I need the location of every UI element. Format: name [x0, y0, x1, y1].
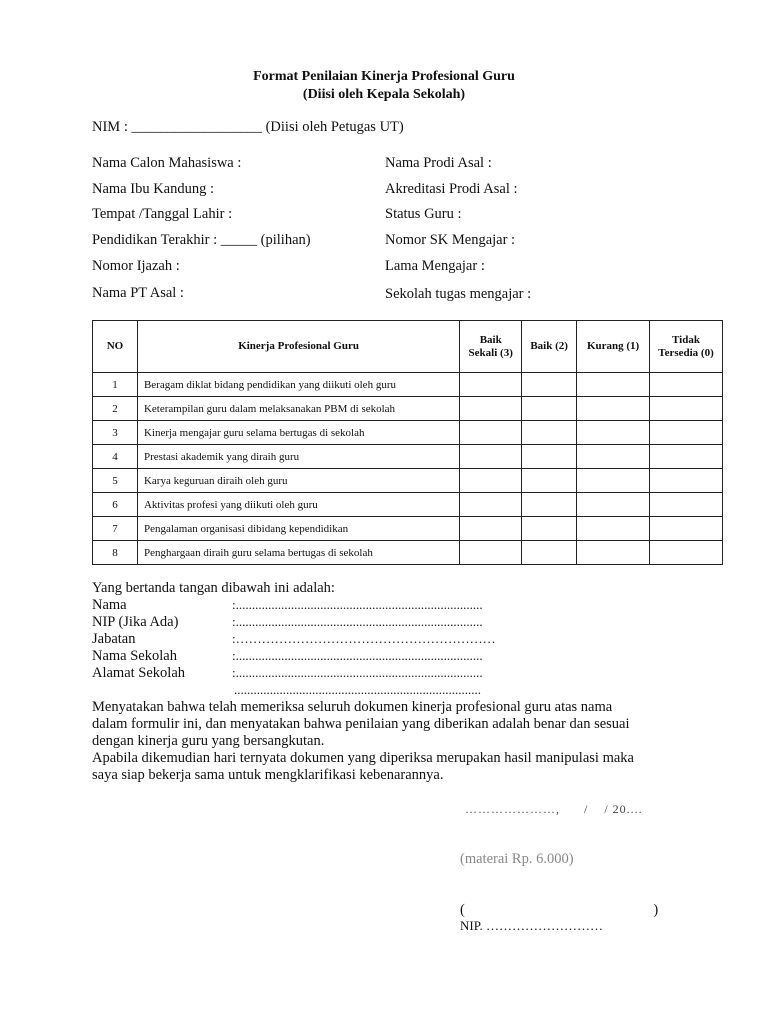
statement-line: saya siap bekerja sama untuk mengklarifikasi kebenarannya. — [92, 767, 444, 783]
field-pendidikan: Pendidikan Terakhir : _____ (pilihan) — [92, 232, 311, 248]
score-cell-kurang[interactable] — [577, 541, 650, 565]
row-item: Penghargaan diraih guru selama bertugas di sekolah — [137, 541, 459, 565]
score-cell-baik-sekali[interactable] — [460, 445, 522, 469]
signature-parentheses: ( ) — [460, 902, 659, 918]
score-cell-baik[interactable] — [522, 517, 577, 541]
statement-line: dengan kinerja guru yang bersangkutan. — [92, 733, 325, 749]
signer-value: :............................................................................ — [232, 648, 483, 663]
row-number: 6 — [93, 493, 138, 517]
header-kurang: Kurang (1) — [577, 321, 650, 373]
table-row — [93, 469, 723, 493]
score-cell-tidak-tersedia[interactable] — [650, 517, 723, 541]
signer-label: NIP (Jika Ada) — [92, 614, 179, 630]
signer-label: Nama — [92, 597, 127, 613]
statement-line: dalam formulir ini, dan menyatakan bahwa penilaian yang diberikan adalah benar dan sesuai — [92, 716, 630, 732]
score-cell-kurang[interactable] — [577, 493, 650, 517]
nim-field: NIM : __________________ (Diisi oleh Petugas UT) — [92, 119, 404, 135]
header-no: NO — [93, 321, 138, 373]
signer-intro: Yang bertanda tangan dibawah ini adalah: — [92, 580, 335, 596]
date-line: …………………, / / 20.... — [465, 802, 643, 816]
row-number: 7 — [93, 517, 138, 541]
nip-line: NIP. ……………………… — [460, 918, 604, 933]
table-row — [93, 493, 723, 517]
signer-value: :…………………………………………………… — [232, 631, 496, 646]
score-cell-kurang[interactable] — [577, 517, 650, 541]
signer-value: :............................................................................ — [232, 614, 483, 629]
field-ibu: Nama Ibu Kandung : — [92, 181, 215, 197]
score-cell-kurang[interactable] — [577, 445, 650, 469]
score-cell-tidak-tersedia[interactable] — [650, 493, 723, 517]
table-row — [93, 373, 723, 397]
header-kinerja: Kinerja Profesional Guru — [137, 321, 459, 373]
row-number: 8 — [93, 541, 138, 565]
header-baik: Baik (2) — [522, 321, 577, 373]
score-cell-tidak-tersedia[interactable] — [650, 397, 723, 421]
score-cell-baik[interactable] — [522, 373, 577, 397]
score-cell-baik-sekali[interactable] — [460, 421, 522, 445]
score-cell-kurang[interactable] — [577, 421, 650, 445]
row-item: Aktivitas profesi yang diikuti oleh guru — [137, 493, 459, 517]
signer-value: :............................................................................ — [232, 665, 483, 680]
row-number: 1 — [93, 373, 138, 397]
score-cell-baik-sekali[interactable] — [460, 469, 522, 493]
score-cell-tidak-tersedia[interactable] — [650, 445, 723, 469]
table-header-row — [93, 321, 723, 373]
field-akreditasi: Akreditasi Prodi Asal : — [385, 181, 518, 197]
score-cell-baik[interactable] — [522, 397, 577, 421]
signer-label: Jabatan — [92, 631, 136, 647]
signer-value: :............................................................................ — [232, 597, 483, 612]
header-baik-sekali: Baik Sekali (3) — [460, 321, 522, 373]
table-row — [93, 517, 723, 541]
row-number: 3 — [93, 421, 138, 445]
statement-line: Menyatakan bahwa telah memeriksa seluruh dokumen kinerja profesional guru atas nama — [92, 699, 613, 715]
statement-line: Apabila dikemudian hari ternyata dokumen yang diperiksa merupakan hasil manipulasi maka — [92, 750, 634, 766]
score-cell-baik-sekali[interactable] — [460, 493, 522, 517]
score-cell-tidak-tersedia[interactable] — [650, 541, 723, 565]
score-cell-kurang[interactable] — [577, 469, 650, 493]
score-cell-baik-sekali[interactable] — [460, 541, 522, 565]
document-subtitle: (Diisi oleh Kepala Sekolah) — [302, 87, 466, 102]
row-item: Beragam diklat bidang pendidikan yang diikuti oleh guru — [137, 373, 459, 397]
score-cell-baik[interactable] — [522, 469, 577, 493]
table-row — [93, 541, 723, 565]
score-cell-tidak-tersedia[interactable] — [650, 469, 723, 493]
field-ijazah: Nomor Ijazah : — [92, 258, 180, 274]
field-status: Status Guru : — [385, 206, 462, 222]
field-prodi: Nama Prodi Asal : — [385, 155, 492, 171]
materai-note: (materai Rp. 6.000) — [460, 851, 574, 867]
score-cell-tidak-tersedia[interactable] — [650, 373, 723, 397]
score-cell-baik-sekali[interactable] — [460, 517, 522, 541]
table-row — [93, 445, 723, 469]
score-cell-baik[interactable] — [522, 493, 577, 517]
score-cell-kurang[interactable] — [577, 373, 650, 397]
score-cell-baik[interactable] — [522, 541, 577, 565]
table-row — [93, 421, 723, 445]
header-tidak-tersedia: Tidak Tersedia (0) — [650, 321, 723, 373]
score-cell-kurang[interactable] — [577, 397, 650, 421]
score-cell-tidak-tersedia[interactable] — [650, 421, 723, 445]
field-lama: Lama Mengajar : — [385, 258, 485, 274]
row-item: Kinerja mengajar guru selama bertugas di sekolah — [137, 421, 459, 445]
score-cell-baik-sekali[interactable] — [460, 373, 522, 397]
table-row — [93, 397, 723, 421]
signer-label: Alamat Sekolah — [92, 665, 186, 681]
row-item: Pengalaman organisasi dibidang kependidikan — [137, 517, 459, 541]
score-cell-baik[interactable] — [522, 421, 577, 445]
signer-extra-line: ............................................................................ — [234, 682, 481, 697]
score-cell-baik-sekali[interactable] — [460, 397, 522, 421]
signer-label: Nama Sekolah — [92, 648, 177, 664]
assessment-table — [92, 320, 723, 565]
row-item: Prestasi akademik yang diraih guru — [137, 445, 459, 469]
document-title: Format Penilaian Kinerja Profesional Guru — [253, 69, 515, 84]
field-pt: Nama PT Asal : — [92, 285, 184, 301]
row-number: 2 — [93, 397, 138, 421]
score-cell-baik[interactable] — [522, 445, 577, 469]
row-number: 4 — [93, 445, 138, 469]
row-number: 5 — [93, 469, 138, 493]
field-sekolah: Sekolah tugas mengajar : — [385, 286, 532, 302]
field-ttl: Tempat /Tanggal Lahir : — [92, 206, 233, 222]
row-item: Keterampilan guru dalam melaksanakan PBM di sekolah — [137, 397, 459, 421]
row-item: Karya keguruan diraih oleh guru — [137, 469, 459, 493]
field-sk: Nomor SK Mengajar : — [385, 232, 516, 248]
field-nama: Nama Calon Mahasiswa : — [92, 155, 242, 171]
